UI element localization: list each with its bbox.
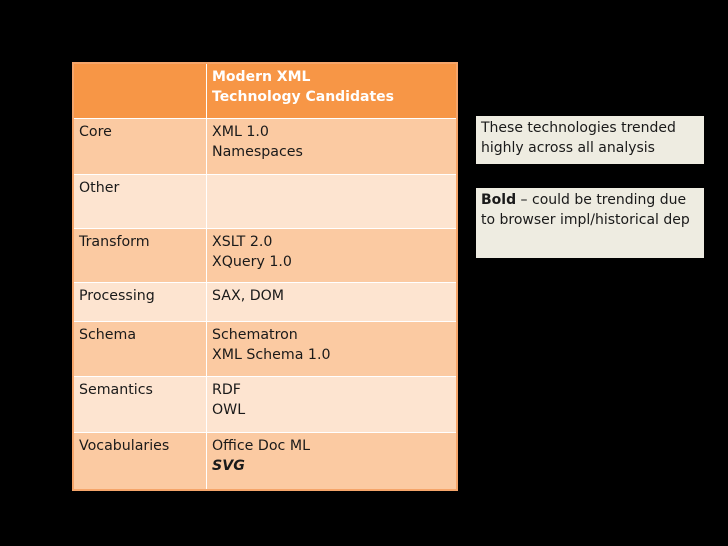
row-value-line: OWL — [212, 402, 246, 418]
row-value-line: XML 1.0 — [212, 124, 269, 140]
table-row-processing — [74, 282, 456, 321]
bold-note — [476, 188, 704, 258]
header-title-line2: Technology Candidates — [212, 89, 394, 105]
table-row-schema — [74, 321, 456, 376]
row-value-line: XQuery 1.0 — [212, 254, 292, 270]
bold-note-keyword: Bold — [481, 192, 517, 208]
row-value-line: SAX, DOM — [212, 288, 285, 304]
row-label: Vocabularies — [74, 433, 207, 489]
row-value-line: XSLT 2.0 — [212, 234, 273, 250]
row-value — [207, 119, 456, 174]
trend-note-text: These technologies trended highly across all analysis — [481, 120, 676, 156]
row-label: Semantics — [74, 377, 207, 432]
row-label: Transform — [74, 229, 207, 282]
row-value-line: RDF — [212, 382, 241, 398]
row-label: Processing — [74, 283, 207, 321]
row-value-line: Schematron — [212, 327, 298, 343]
trend-note — [476, 116, 704, 164]
row-value — [207, 229, 456, 282]
row-label: Other — [74, 175, 207, 228]
row-label: Schema — [74, 322, 207, 376]
header-label-cell — [74, 64, 207, 118]
header-title-cell — [207, 64, 456, 118]
row-value — [207, 283, 456, 321]
row-value — [207, 433, 456, 489]
table-row-vocabularies — [74, 432, 456, 489]
bold-note-text: – could be trending due to browser impl/historical dep — [481, 192, 690, 228]
table-header-row — [74, 64, 456, 118]
header-title-line1: Modern XML — [212, 69, 311, 85]
row-label: Core — [74, 119, 207, 174]
row-value-line: Office Doc ML — [212, 438, 310, 454]
table-row-transform — [74, 228, 456, 282]
row-value — [207, 175, 456, 228]
technology-table — [72, 62, 458, 491]
row-value — [207, 322, 456, 376]
table-row-other — [74, 174, 456, 228]
row-value-line-bold: SVG — [212, 458, 245, 474]
row-value-line: XML Schema 1.0 — [212, 347, 331, 363]
table-row-core — [74, 118, 456, 174]
row-value-line: Namespaces — [212, 144, 303, 160]
row-value — [207, 377, 456, 432]
table-row-semantics — [74, 376, 456, 432]
